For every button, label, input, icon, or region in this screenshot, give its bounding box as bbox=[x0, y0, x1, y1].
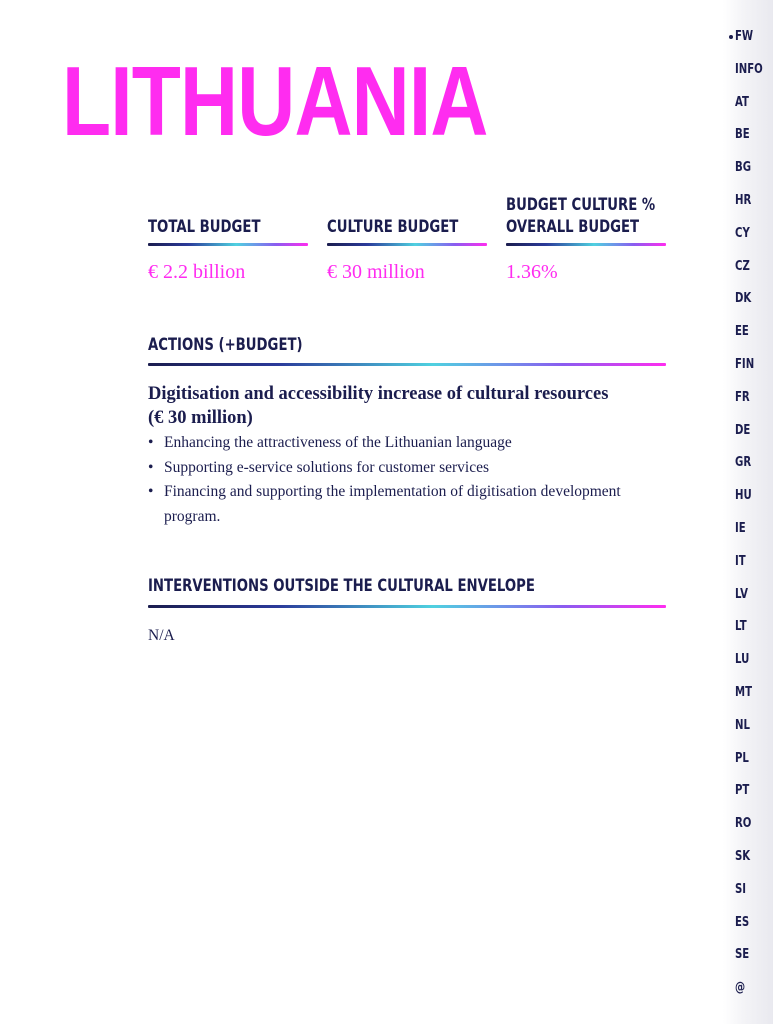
nav-item-pt[interactable]: PT bbox=[735, 783, 750, 799]
action-title-line2: (€ 30 million) bbox=[148, 408, 253, 428]
nav-item-de[interactable]: DE bbox=[735, 422, 751, 438]
actions-heading: ACTIONS (+BUDGET) bbox=[148, 335, 303, 355]
nav-item-pl[interactable]: PL bbox=[735, 750, 749, 766]
action-title-line1: Digitisation and accessibility increase of cultural resources bbox=[148, 384, 609, 404]
nav-item-lt[interactable]: LT bbox=[735, 619, 747, 635]
total-budget-value: € 2.2 billion bbox=[148, 261, 246, 283]
nav-item-ee[interactable]: EE bbox=[735, 324, 749, 340]
divider bbox=[506, 243, 666, 246]
nav-item-at[interactable]: AT bbox=[735, 94, 749, 110]
culture-budget-value: € 30 million bbox=[327, 261, 425, 283]
nav-item-gr[interactable]: GR bbox=[735, 455, 752, 471]
nav-item-hu[interactable]: HU bbox=[735, 488, 752, 504]
nav-item-fw[interactable]: FW bbox=[724, 26, 771, 59]
nav-item-fr[interactable]: FR bbox=[735, 389, 750, 405]
nav-item-bg[interactable]: BG bbox=[735, 160, 752, 176]
divider bbox=[148, 243, 308, 246]
culture-percent-label-line2: OVERALL BUDGET bbox=[506, 217, 640, 237]
nav-item-si[interactable]: SI bbox=[735, 881, 747, 897]
section-divider bbox=[148, 605, 666, 608]
nav-item-ie[interactable]: IE bbox=[735, 520, 746, 536]
total-budget-label: TOTAL BUDGET bbox=[148, 217, 261, 237]
culture-percent-value: 1.36% bbox=[506, 261, 558, 283]
nav-item-lu[interactable]: LU bbox=[735, 652, 750, 668]
nav-item-hr[interactable]: HR bbox=[735, 192, 752, 208]
nav-item-cy[interactable]: CY bbox=[735, 225, 750, 241]
nav-item-nl[interactable]: NL bbox=[735, 717, 750, 733]
nav-item-sk[interactable]: SK bbox=[735, 848, 751, 864]
nav-item-info[interactable]: INFO bbox=[735, 61, 763, 77]
list-item: • Enhancing the attractiveness of the Lithuanian language bbox=[148, 431, 668, 456]
interventions-heading: INTERVENTIONS OUTSIDE THE CULTURAL ENVELOPE bbox=[148, 576, 535, 596]
culture-budget-label: CULTURE BUDGET bbox=[327, 217, 459, 237]
nav-item-fin[interactable]: FIN bbox=[735, 356, 755, 372]
nav-item-se[interactable]: SE bbox=[735, 947, 750, 963]
nav-item-mt[interactable]: MT bbox=[735, 684, 753, 700]
nav-item-dk[interactable]: DK bbox=[735, 291, 752, 307]
list-item: • Supporting e-service solutions for customer services bbox=[148, 456, 668, 481]
culture-percent-label bbox=[506, 194, 655, 238]
interventions-text: N/A bbox=[148, 627, 175, 644]
nav-item-be[interactable]: BE bbox=[735, 127, 750, 143]
nav-item-contact[interactable]: @ bbox=[735, 980, 746, 996]
list-item: • Financing and supporting the implementation of digitisation development program. bbox=[148, 480, 668, 529]
page-title: LITHUANIA bbox=[62, 46, 488, 156]
nav-item-es[interactable]: ES bbox=[735, 914, 750, 930]
country-nav-list bbox=[724, 26, 771, 1010]
nav-item-lv[interactable]: LV bbox=[735, 586, 748, 602]
culture-percent-label-line1: BUDGET CULTURE % bbox=[506, 195, 656, 215]
nav-item-it[interactable]: IT bbox=[735, 553, 746, 569]
active-dot-icon bbox=[729, 35, 733, 39]
divider bbox=[327, 243, 487, 246]
action-list bbox=[148, 431, 668, 529]
section-divider bbox=[148, 363, 666, 366]
nav-item-cz[interactable]: CZ bbox=[735, 258, 750, 274]
nav-item-ro[interactable]: RO bbox=[735, 816, 752, 832]
action-title bbox=[148, 382, 668, 430]
